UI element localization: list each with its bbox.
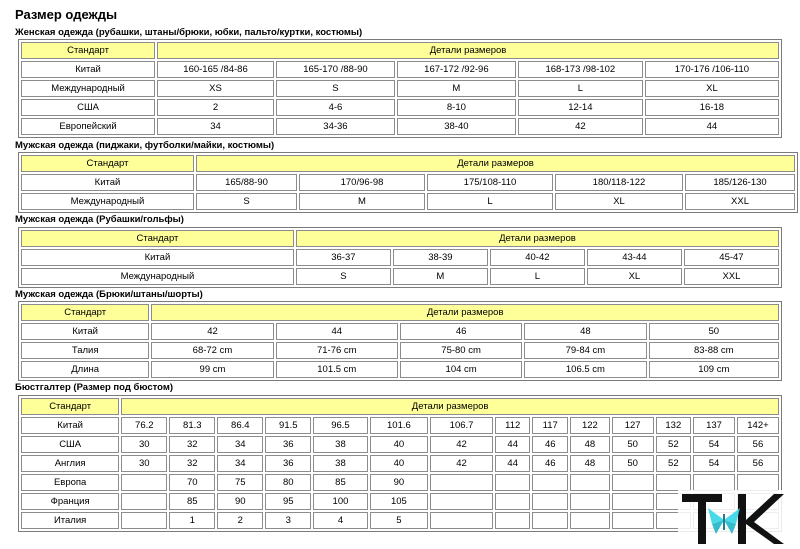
table-cell: 16-18 — [645, 99, 779, 116]
table-cell: 91.5 — [265, 417, 311, 434]
table-cell: 46 — [532, 436, 568, 453]
table-cell: 36-37 — [296, 249, 391, 266]
row-label: Китай — [21, 249, 294, 266]
table-cell: 95 — [265, 493, 311, 510]
table-cell: S — [276, 80, 395, 97]
table-cell: 32 — [169, 455, 215, 472]
table-cell: 180/118-122 — [555, 174, 683, 191]
header-standard: Стандарт — [21, 230, 294, 247]
men-pants-size-table — [18, 301, 782, 381]
table-cell: 45-47 — [684, 249, 779, 266]
table-cell — [532, 474, 568, 491]
table-cell: 38 — [313, 436, 367, 453]
table-cell: 101.5 cm — [276, 361, 398, 378]
table-row — [21, 436, 779, 453]
table-cell — [612, 493, 654, 510]
table-cell: 30 — [121, 436, 167, 453]
table-cell: 40-42 — [490, 249, 585, 266]
table-row — [21, 512, 779, 529]
table-cell: XXL — [684, 268, 779, 285]
table-cell: 3 — [265, 512, 311, 529]
table-cell: M — [299, 193, 425, 210]
table-cell: 132 — [656, 417, 692, 434]
table-cell: M — [393, 268, 488, 285]
women-size-table — [18, 39, 782, 138]
row-label: Англия — [21, 455, 119, 472]
table-cell: 81.3 — [169, 417, 215, 434]
table-cell: 56 — [737, 455, 779, 472]
tk-logo — [678, 490, 788, 546]
row-label: США — [21, 99, 155, 116]
row-label: Длина — [21, 361, 149, 378]
table-cell: 48 — [570, 436, 610, 453]
table-cell — [121, 512, 167, 529]
table-cell: 90 — [370, 474, 429, 491]
table-cell: 2 — [157, 99, 274, 116]
row-label: Франция — [21, 493, 119, 510]
table-cell: 34 — [217, 436, 263, 453]
table-cell: 175/108-110 — [427, 174, 553, 191]
row-label: Международный — [21, 193, 194, 210]
table-cell — [121, 474, 167, 491]
table-cell: 85 — [313, 474, 367, 491]
table-cell: 112 — [495, 417, 531, 434]
section-title-men-pants: Мужская одежда (Брюки/штаны/шорты) — [15, 289, 203, 300]
table-cell: 90 — [217, 493, 263, 510]
men-shirts-size-table — [18, 227, 782, 288]
table-cell: 185/126-130 — [685, 174, 795, 191]
table-cell: 42 — [151, 323, 273, 340]
table-row — [21, 323, 779, 340]
table-cell — [430, 474, 493, 491]
table-cell: 46 — [400, 323, 522, 340]
table-cell: 75 — [217, 474, 263, 491]
table-cell: 5 — [370, 512, 429, 529]
table-cell — [612, 474, 654, 491]
table-cell: L — [518, 80, 643, 97]
table-cell: XL — [555, 193, 683, 210]
table-cell — [495, 512, 531, 529]
table-cell: 36 — [265, 436, 311, 453]
row-label: Китай — [21, 417, 119, 434]
table-cell: 44 — [495, 455, 531, 472]
table-cell: 75-80 cm — [400, 342, 522, 359]
table-cell: 168-173 /98-102 — [518, 61, 643, 78]
table-cell: 68-72 cm — [151, 342, 273, 359]
table-cell: 32 — [169, 436, 215, 453]
header-details: Детали размеров — [157, 42, 779, 59]
table-cell — [570, 493, 610, 510]
header-standard: Стандарт — [21, 155, 194, 172]
row-label: Международный — [21, 268, 294, 285]
table-cell: L — [490, 268, 585, 285]
table-cell: 106.5 cm — [524, 361, 646, 378]
table-cell: 160-165 /84-86 — [157, 61, 274, 78]
table-cell: 56 — [737, 436, 779, 453]
table-row — [21, 99, 779, 116]
header-details: Детали размеров — [296, 230, 779, 247]
table-cell: 54 — [693, 436, 735, 453]
row-label: Китай — [21, 174, 194, 191]
table-cell: 50 — [612, 455, 654, 472]
table-cell: 44 — [276, 323, 398, 340]
table-cell: 1 — [169, 512, 215, 529]
table-cell: 105 — [370, 493, 429, 510]
table-cell: 44 — [495, 436, 531, 453]
table-cell: L — [427, 193, 553, 210]
table-cell: 122 — [570, 417, 610, 434]
table-row — [21, 342, 779, 359]
row-label: США — [21, 436, 119, 453]
table-cell: XL — [645, 80, 779, 97]
table-row — [21, 455, 779, 472]
table-cell: 76.2 — [121, 417, 167, 434]
table-cell: 50 — [612, 436, 654, 453]
table-cell: 85 — [169, 493, 215, 510]
table-cell: 8-10 — [397, 99, 516, 116]
row-label: Китай — [21, 61, 155, 78]
table-header-row — [21, 155, 795, 172]
row-label: Европейский — [21, 118, 155, 135]
table-cell: 34-36 — [276, 118, 395, 135]
table-cell: 96.5 — [313, 417, 367, 434]
table-cell — [495, 474, 531, 491]
table-cell: 38-40 — [397, 118, 516, 135]
table-cell — [121, 493, 167, 510]
table-cell: 109 cm — [649, 361, 779, 378]
table-cell: 101.6 — [370, 417, 429, 434]
table-cell: 40 — [370, 455, 429, 472]
table-cell: 106.7 — [430, 417, 493, 434]
page-title: Размер одежды — [15, 7, 118, 22]
header-details: Детали размеров — [121, 398, 779, 415]
table-cell: 40 — [370, 436, 429, 453]
row-label: Китай — [21, 323, 149, 340]
row-label: Международный — [21, 80, 155, 97]
table-row — [21, 493, 779, 510]
table-cell: 142+ — [737, 417, 779, 434]
table-cell: 4 — [313, 512, 367, 529]
table-row — [21, 174, 795, 191]
table-cell: 83-88 cm — [649, 342, 779, 359]
table-cell: 100 — [313, 493, 367, 510]
header-details: Детали размеров — [196, 155, 795, 172]
table-cell: XL — [587, 268, 682, 285]
table-cell: 44 — [645, 118, 779, 135]
table-cell: 80 — [265, 474, 311, 491]
table-row — [21, 474, 779, 491]
row-label: Италия — [21, 512, 119, 529]
table-cell: 165/88-90 — [196, 174, 297, 191]
table-cell: 36 — [265, 455, 311, 472]
header-standard: Стандарт — [21, 42, 155, 59]
section-title-women: Женская одежда (рубашки, штаны/брюки, юбки, пальто/куртки, костюмы) — [15, 27, 363, 38]
row-label: Европа — [21, 474, 119, 491]
table-cell: 86.4 — [217, 417, 263, 434]
section-title-men-jackets: Мужская одежда (пиджаки, футболки/майки, костюмы) — [15, 140, 275, 151]
table-cell — [495, 493, 531, 510]
header-standard: Стандарт — [21, 304, 149, 321]
table-cell: 34 — [157, 118, 274, 135]
table-header-row — [21, 304, 779, 321]
table-cell: 70 — [169, 474, 215, 491]
table-cell: 42 — [430, 455, 493, 472]
table-cell — [532, 493, 568, 510]
table-row — [21, 417, 779, 434]
table-cell: 165-170 /88-90 — [276, 61, 395, 78]
table-cell: 38-39 — [393, 249, 488, 266]
table-cell: XS — [157, 80, 274, 97]
table-cell: 12-14 — [518, 99, 643, 116]
table-cell: 79-84 cm — [524, 342, 646, 359]
table-cell: 50 — [649, 323, 779, 340]
table-cell — [693, 474, 735, 491]
table-cell: 2 — [217, 512, 263, 529]
header-details: Детали размеров — [151, 304, 779, 321]
table-cell: M — [397, 80, 516, 97]
table-cell — [430, 512, 493, 529]
table-cell: 104 cm — [400, 361, 522, 378]
table-header-row — [21, 42, 779, 59]
table-cell: 71-76 cm — [276, 342, 398, 359]
men-jackets-size-table — [18, 152, 798, 213]
table-cell: 43-44 — [587, 249, 682, 266]
table-cell — [430, 493, 493, 510]
table-cell: 34 — [217, 455, 263, 472]
table-cell — [656, 474, 692, 491]
table-cell: S — [196, 193, 297, 210]
table-cell: 52 — [656, 455, 692, 472]
bra-size-table — [18, 395, 782, 532]
table-cell — [737, 474, 779, 491]
table-cell: S — [296, 268, 391, 285]
section-title-bra: Бюстгалтер (Размер под бюстом) — [15, 382, 174, 393]
table-cell: 48 — [524, 323, 646, 340]
table-cell: 38 — [313, 455, 367, 472]
table-cell: 167-172 /92-96 — [397, 61, 516, 78]
table-cell: 42 — [518, 118, 643, 135]
table-header-row — [21, 398, 779, 415]
table-cell: 127 — [612, 417, 654, 434]
table-row — [21, 193, 795, 210]
table-cell: 52 — [656, 436, 692, 453]
header-standard: Стандарт — [21, 398, 119, 415]
table-cell — [570, 512, 610, 529]
row-label: Талия — [21, 342, 149, 359]
table-cell: 30 — [121, 455, 167, 472]
table-cell: 46 — [532, 455, 568, 472]
table-row — [21, 61, 779, 78]
table-cell: 99 cm — [151, 361, 273, 378]
table-cell — [570, 474, 610, 491]
table-cell: 137 — [693, 417, 735, 434]
table-cell: 4-6 — [276, 99, 395, 116]
table-row — [21, 268, 779, 285]
table-cell: 48 — [570, 455, 610, 472]
table-cell: 54 — [693, 455, 735, 472]
table-row — [21, 361, 779, 378]
table-cell — [532, 512, 568, 529]
section-title-men-shirts: Мужская одежда (Рубашки/гольфы) — [15, 214, 184, 225]
table-row — [21, 118, 779, 135]
table-row — [21, 80, 779, 97]
table-header-row — [21, 230, 779, 247]
table-cell: 170/96-98 — [299, 174, 425, 191]
table-row — [21, 249, 779, 266]
table-cell: 170-176 /106-110 — [645, 61, 779, 78]
table-cell: 117 — [532, 417, 568, 434]
table-cell — [612, 512, 654, 529]
table-cell: XXL — [685, 193, 795, 210]
table-cell: 42 — [430, 436, 493, 453]
